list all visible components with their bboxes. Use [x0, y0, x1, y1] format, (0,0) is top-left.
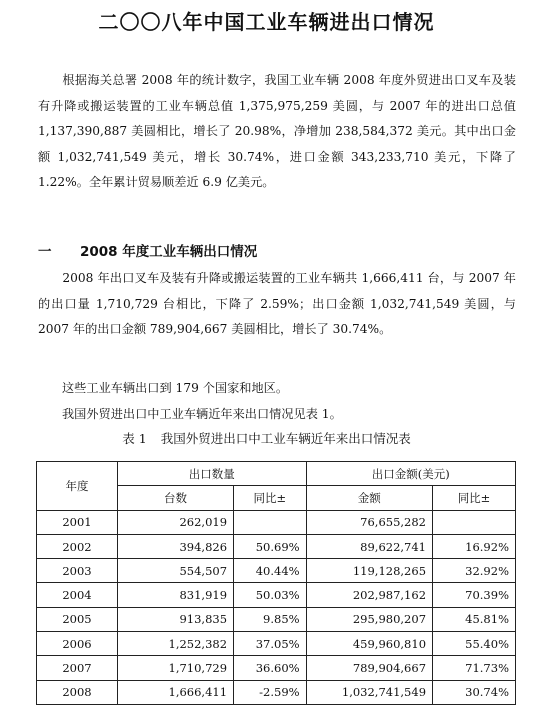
section-title: 2008 年度工业车辆出口情况 — [80, 244, 258, 260]
cell-amt-yoy: 55.40% — [433, 632, 516, 656]
cell-qty: 1,710,729 — [117, 656, 233, 680]
header-amt: 金额 — [306, 486, 432, 510]
cell-year: 2007 — [37, 656, 118, 680]
cell-qty: 1,666,411 — [117, 680, 233, 704]
table-caption-text: 我国外贸进出口中工业车辆近年来出口情况表 — [160, 431, 411, 446]
cell-year: 2004 — [37, 583, 118, 607]
table-row — [37, 656, 516, 680]
cell-qty: 1,252,382 — [117, 632, 233, 656]
cell-qty-yoy: 37.05% — [234, 632, 307, 656]
cell-qty-yoy: -2.59% — [234, 680, 307, 704]
cell-qty: 554,507 — [117, 559, 233, 583]
export-table — [36, 461, 516, 705]
table-row — [37, 607, 516, 631]
cell-qty-yoy: 50.69% — [234, 534, 307, 558]
header-qty: 台数 — [117, 486, 233, 510]
table-row — [37, 583, 516, 607]
intro-paragraph: 根据海关总署 2008 年的统计数字，我国工业车辆 2008 年度外贸进出口叉车及装有升降或搬运装置的工业车辆总值 1,375,975,259 美圆，与 2007 年的进出口总值 1,137,390,887 美圆相比，增长了 20.98%，净增加 238,584,372 美元。其中出口金额 1,032,741,549 美元，增长 30.74%，进口金额 343,233,710 美元，下降了 1.22%。全年累计贸易顺差近 6.9 亿美元。 — [38, 73, 516, 189]
header-qty-group: 出口数量 — [117, 462, 306, 486]
cell-year: 2008 — [37, 680, 118, 704]
header-qty-yoy: 同比± — [234, 486, 307, 510]
cell-amt: 295,980,207 — [306, 607, 432, 631]
cell-amt: 89,622,741 — [306, 534, 432, 558]
header-year: 年度 — [37, 462, 118, 511]
header-amt-yoy: 同比± — [433, 486, 516, 510]
table-row — [37, 559, 516, 583]
cell-amt: 459,960,810 — [306, 632, 432, 656]
table-row — [37, 680, 516, 704]
cell-year: 2003 — [37, 559, 118, 583]
cell-amt-yoy: 45.81% — [433, 607, 516, 631]
cell-qty-yoy: 9.85% — [234, 607, 307, 631]
export-paragraph: 2008 年出口叉车及装有升降或搬运装置的工业车辆共 1,666,411 台，与 2007 年的出口量 1,710,729 台相比，下降了 2.59%；出口金额 1,032,741,549 美圆，与 2007 年的出口金额 789,904,667 美圆相比，增长了 30.74%。 — [38, 271, 516, 336]
cell-qty: 831,919 — [117, 583, 233, 607]
cell-year: 2006 — [37, 632, 118, 656]
cell-amt-yoy: 16.92% — [433, 534, 516, 558]
cell-qty-yoy: 36.60% — [234, 656, 307, 680]
cell-amt-yoy: 30.74% — [433, 680, 516, 704]
cell-year: 2005 — [37, 607, 118, 631]
cell-amt-yoy: 70.39% — [433, 583, 516, 607]
table-caption — [0, 429, 533, 447]
cell-year: 2001 — [37, 510, 118, 534]
cell-amt: 76,655,282 — [306, 510, 432, 534]
cell-qty: 262,019 — [117, 510, 233, 534]
page-title: 二〇〇八年中国工业车辆进出口情况 — [98, 10, 435, 34]
cell-amt-yoy: 71.73% — [433, 656, 516, 680]
cell-amt: 119,128,265 — [306, 559, 432, 583]
header-amt-group: 出口金额(美元) — [306, 462, 515, 486]
cell-qty-yoy — [234, 510, 307, 534]
table-number: 表 1 — [122, 431, 147, 446]
cell-qty-yoy: 50.03% — [234, 583, 307, 607]
cell-qty: 913,835 — [117, 607, 233, 631]
cell-qty: 394,826 — [117, 534, 233, 558]
table-row — [37, 510, 516, 534]
section-number: 一 — [38, 244, 52, 260]
cell-qty-yoy: 40.44% — [234, 559, 307, 583]
table-row — [37, 534, 516, 558]
section-heading — [38, 240, 257, 260]
cell-amt: 789,904,667 — [306, 656, 432, 680]
cell-amt: 1,032,741,549 — [306, 680, 432, 704]
cell-amt-yoy — [433, 510, 516, 534]
table-reference-paragraph: 我国外贸进出口中工业车辆近年来出口情况见表 1。 — [62, 407, 342, 421]
cell-year: 2002 — [37, 534, 118, 558]
cell-amt: 202,987,162 — [306, 583, 432, 607]
countries-paragraph: 这些工业车辆出口到 179 个国家和地区。 — [62, 381, 289, 395]
table-row — [37, 632, 516, 656]
cell-amt-yoy: 32.92% — [433, 559, 516, 583]
